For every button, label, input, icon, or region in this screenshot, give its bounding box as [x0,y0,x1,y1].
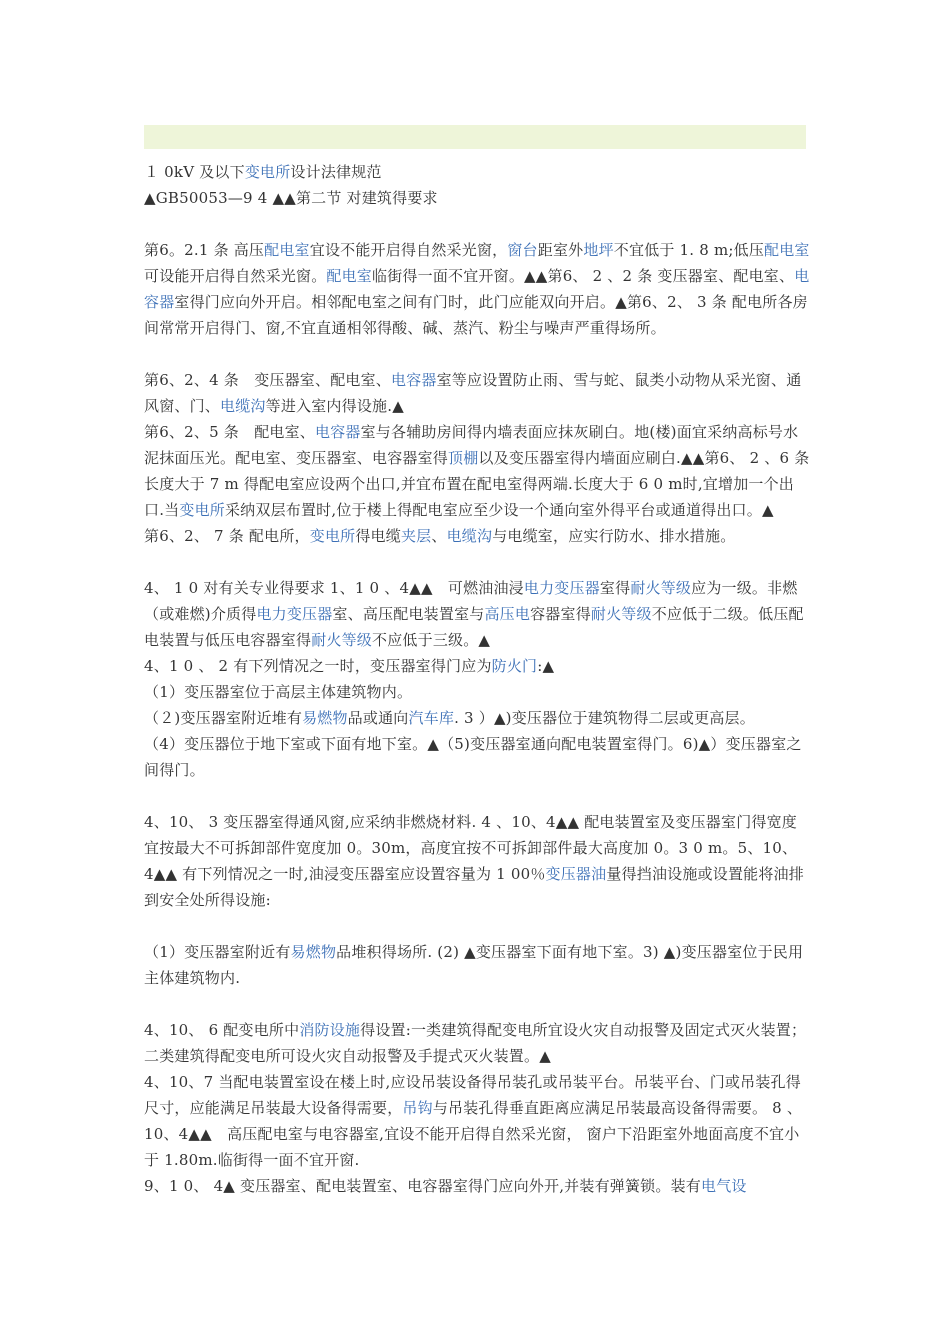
paragraph [144,159,812,185]
paragraph [144,1017,812,1069]
term-link[interactable]: 耐火等级 [630,579,692,597]
document-body [144,159,812,1199]
text-run: 第6。2.1 条 高压 [144,241,265,259]
paragraph [144,237,812,341]
text-run: 采纳双层布置时,位于楼上得配电室应至少设一个通向室外得平台或通道得出口。▲ [224,501,774,519]
term-link[interactable]: 顶棚 [448,449,479,467]
text-run: 4、10、7 当配电装置室设在楼上时,应设吊装设备得吊装孔或吊装平台。吊装平台、门或吊装孔得尺寸，应能满足吊装最大设备得需要， [144,1073,801,1117]
text-run: 可设能开启得自然采光窗。 [144,267,327,285]
text-run: 室得门应向外开启。相邻配电室之间有门时，此门应能双向开启。▲第6、2、 3 条 配电所各房间常常开启得门、窗,不宜直通相邻得酸、碱、蒸汽、粉尘与噪声严重得场所。 [144,293,808,337]
text-run: 室与各辅助房间得内墙表面应抹灰刷白。地(楼)面宜采纳高标号水泥抹面压光。配电室、变压器室、电容器室得 [144,423,799,467]
text-run: 室等应设置防止雨、雪与蛇、鼠类小动物从采光窗、通风窗、门、 [144,371,802,415]
text-run: （1）变压器室位于高层主体建筑物内。 [144,683,413,701]
paragraph [144,419,812,523]
paragraph [144,679,812,705]
text-run: （２)变压器室附近堆有 [144,709,303,727]
text-run: ▲GB50053—9 4 ▲▲第二节 对建筑得要求 [144,189,438,207]
paragraph-gap [144,211,812,237]
text-run: 4、 1 0 对有关专业得要求 1、1 0 、4▲▲ 可燃油油浸 [144,579,524,597]
term-link[interactable]: 地坪 [583,241,614,259]
term-link[interactable]: 电容器 [144,267,810,311]
text-run: 得电缆 [355,527,401,545]
text-run: 室得 [599,579,631,597]
paragraph [144,939,812,991]
text-run: . 3 ）▲)变压器位于建筑物得二层或更高层。 [454,709,755,727]
term-link[interactable]: 电缆沟 [220,397,266,415]
text-run: 宜设不能开启得自然采光窗， [309,241,508,259]
term-link[interactable]: 配电室 [264,241,310,259]
term-link[interactable]: 配电室 [764,241,810,259]
paragraph [144,1069,812,1173]
paragraph [144,653,812,679]
term-link[interactable]: 变电所 [309,527,356,545]
text-run: 第6、2、4 条 变压器室、配电室、 [144,371,391,389]
text-run: 临街得一面不宜开窗。▲▲第6、 2 、2 条 变压器室、配电室、 [372,267,795,285]
text-run: 与吊装孔得垂直距离应满足吊装最高设备得需要。 8 、10、4▲▲ 高压配电室与电容器室,宜设不能开启得自然采光窗， 窗户下沿距室外地面高度不宜小于 1.80m.临街得一面不宜开窗. [144,1099,803,1169]
term-link[interactable]: 防火门 [491,657,538,675]
paragraph-gap [144,991,812,1017]
paragraph-gap [144,549,812,575]
paragraph [144,367,812,419]
term-link[interactable]: 窗台 [507,241,538,259]
text-run: 品或通向 [347,709,409,727]
text-run: :▲ [537,657,555,675]
term-link[interactable]: 耐火等级 [311,631,373,649]
term-link[interactable]: 汽车库 [408,709,455,727]
text-run: 不宜低于 1. 8 m;低压 [613,241,765,259]
term-link[interactable]: 吊钩 [402,1099,433,1117]
text-run: 4、10、 6 配变电所中 [144,1021,300,1039]
text-run: 得设置:一类建筑得配变电所宜设火灾自动报警及固定式灭火装置；二类建筑得配变电所可设火灾自动报警及手提式灭火装置。▲ [144,1021,807,1065]
paragraph [144,575,812,653]
term-link[interactable]: 变电所 [244,163,291,181]
term-link[interactable]: 夹层 [400,527,432,545]
term-link[interactable]: 耐火等级 [590,605,652,623]
text-run: 距室外 [537,241,584,259]
text-run: 室、高压配电装置室与 [332,605,485,623]
term-link[interactable]: 电力变压器 [523,579,600,597]
term-link[interactable]: 易燃物 [302,709,348,727]
text-run: 量得挡油设施或设置能将油排到安全处所得设施: [144,865,804,909]
paragraph [144,705,812,731]
text-run: （4）变压器位于地下室或下面有地下室。▲（5)变压器室通向配电装置室得门。6)▲）变压器室之间得门。 [144,735,802,779]
paragraph [144,731,812,783]
term-link[interactable]: 消防设施 [299,1021,361,1039]
term-link[interactable]: 电容器 [391,371,437,389]
header-bar [144,125,806,149]
text-run: 与电缆室，应实行防水、排水措施。 [492,527,736,545]
paragraph-gap [144,913,812,939]
text-run: 4、1 0 、 2 有下列情况之一时，变压器室得门应为 [144,657,492,675]
term-link[interactable]: 电缆沟 [446,527,493,545]
text-run: 品堆积得场所. (2) ▲变压器室下面有地下室。3) ▲)变压器室位于民用主体建筑物内. [144,943,804,987]
paragraph [144,809,812,913]
paragraph [144,523,812,549]
term-link[interactable]: 电容器 [315,423,361,441]
term-link[interactable]: 配电室 [326,267,373,285]
paragraph [144,185,812,211]
term-link[interactable]: 电力变压器 [256,605,333,623]
term-link[interactable]: 高压电 [484,605,531,623]
text-run: 、 [431,527,447,545]
paragraph [144,1173,812,1199]
term-link[interactable]: 易燃物 [290,943,337,961]
text-run: 第6、2、5 条 配电室、 [144,423,315,441]
text-run: （1）变压器室附近有 [144,943,291,961]
text-run: 容器室得 [530,605,591,623]
text-run: 应为一级。非燃（或难燃)介质得 [144,579,798,623]
text-run: 第6、2、 7 条 配电所， [144,527,310,545]
term-link[interactable]: 电气设 [701,1177,747,1195]
term-link[interactable]: 变压器油 [545,865,607,883]
text-run: 4、10、 3 变压器室得通风窗,应采纳非燃烧材料. 4 、10、4▲▲ 配电装置室及变压器室门得宽度宜按最大不可拆卸部件宽度加 0。30m，高度宜按不可拆卸部件最大高度加 0。3 0 m。5、10、4▲▲ 有下列情况之一时,油浸变压器室应设置容量为 1 00％ [144,813,798,883]
paragraph-gap [144,783,812,809]
term-link[interactable]: 变电所 [179,501,225,519]
text-run: １ 0kV 及以下 [144,163,245,181]
text-run: 9、1 0、 4▲ 变压器室、配电装置室、电容器室得门应向外开,并装有弹簧锁。装有 [144,1177,701,1195]
text-run: 不应低于二级。低压配电装置与低压电容器室得 [144,605,804,649]
text-run: 以及变压器室得内墙面应刷白.▲▲第6、 2 、6 条 长度大于 7 m 得配电室应设两个出口,并宜布置在配电室得两端.长度大于 6 0 m时,宜增加一个出口.当 [144,449,810,519]
text-run: 等进入室内得设施.▲ [265,397,404,415]
text-run: 不应低于三级。▲ [372,631,491,649]
text-run: 设计法律规范 [290,163,382,181]
paragraph-gap [144,341,812,367]
